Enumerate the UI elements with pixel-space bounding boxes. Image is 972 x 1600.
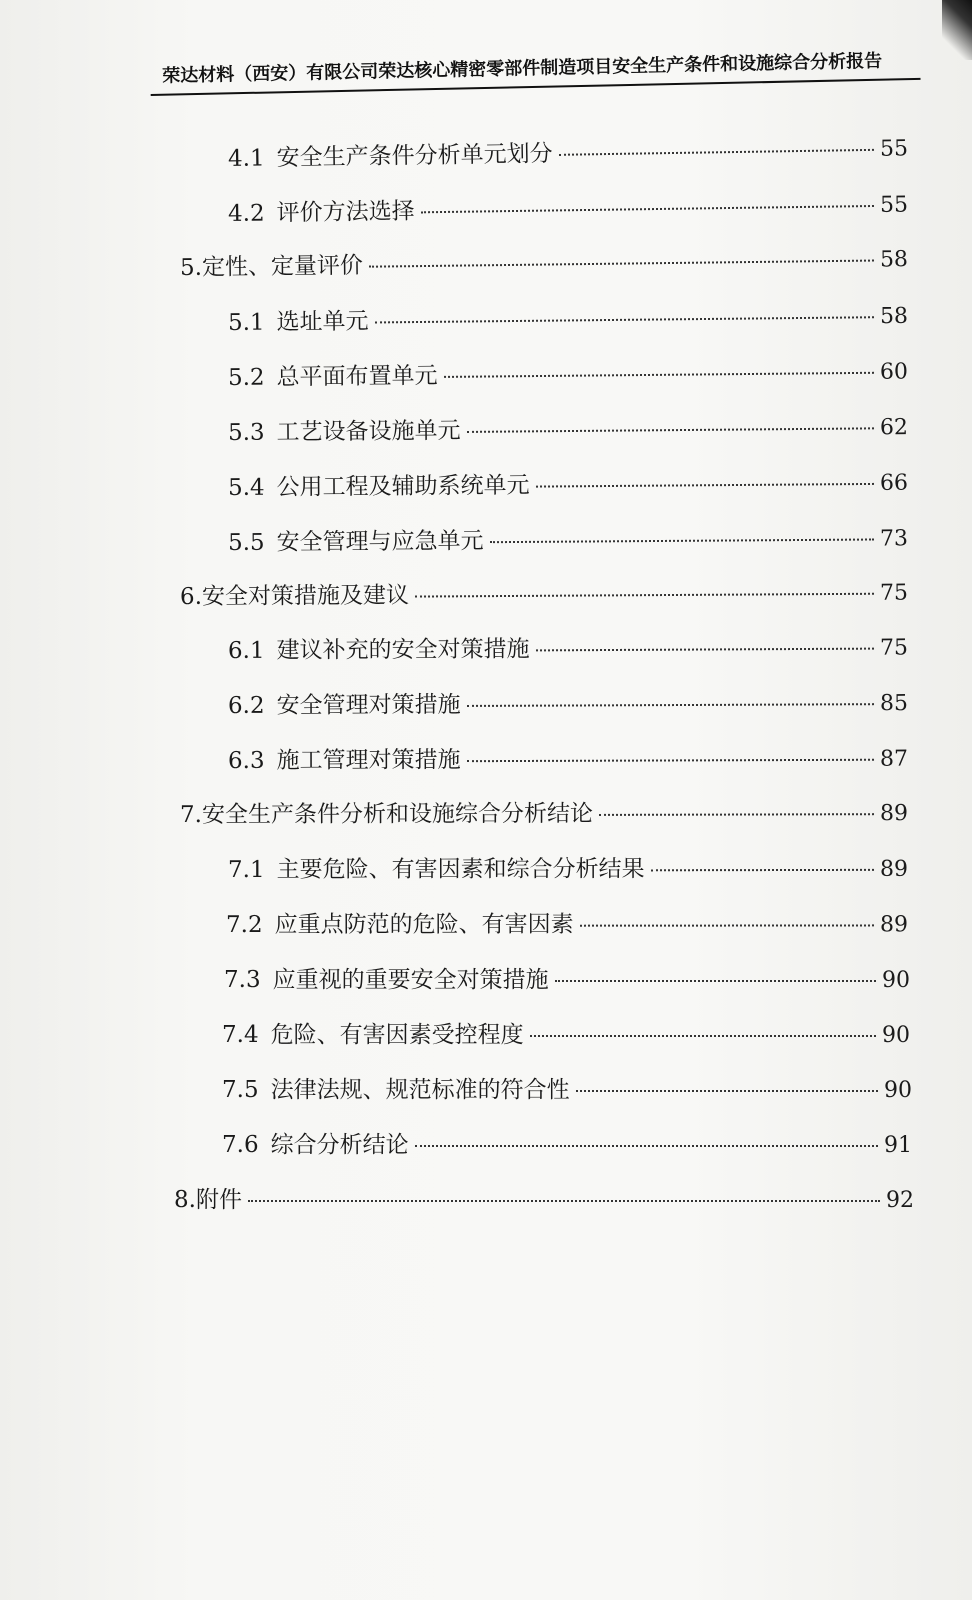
toc-entry[interactable] — [180, 574, 908, 611]
toc-entry-number: 7.6 — [222, 1132, 259, 1158]
toc-entry-title: 安全对策措施及建议 — [201, 582, 410, 610]
toc-entry-page: 90 — [884, 1078, 912, 1103]
toc-leader-dots — [467, 703, 874, 707]
toc-entry-title: 主要危险、有害因素和综合分析结果 — [276, 856, 645, 883]
toc-entry-page: 89 — [879, 912, 909, 938]
toc-entry[interactable] — [228, 850, 908, 884]
toc-entry-page: 87 — [879, 746, 909, 772]
toc-entry-number: 5.2 — [227, 364, 265, 391]
toc-entry-page: 58 — [879, 303, 909, 330]
toc-leader-dots — [490, 538, 874, 543]
toc-entry-title: 评价方法选择 — [276, 198, 415, 227]
toc-entry-page: 55 — [879, 192, 909, 218]
toc-entry[interactable] — [180, 794, 908, 829]
toc-entry-number: 6.2 — [227, 692, 265, 719]
toc-entry-title: 施工管理对策措施 — [276, 747, 461, 774]
toc-entry[interactable] — [228, 519, 908, 557]
toc-entry[interactable] — [228, 297, 908, 337]
toc-leader-dots — [444, 372, 874, 378]
toc-leader-dots — [599, 813, 874, 816]
toc-entry-number: 7.5 — [222, 1077, 259, 1103]
toc-entry[interactable] — [226, 905, 908, 939]
toc-entry[interactable] — [222, 1071, 912, 1104]
toc-entry[interactable] — [222, 1126, 912, 1159]
toc-entry[interactable] — [228, 352, 908, 392]
toc-entry-number: 5.1 — [227, 309, 265, 336]
toc-entry[interactable] — [228, 464, 908, 502]
toc-leader-dots — [467, 759, 874, 762]
toc-entry-number: 7.3 — [224, 967, 261, 993]
toc-entry-page: 60 — [879, 359, 909, 385]
toc-entry-number: 4.2 — [227, 200, 265, 227]
toc-entry-title: 附件 — [195, 1187, 242, 1213]
toc-leader-dots — [530, 1035, 876, 1037]
toc-entry-number: 6.3 — [227, 747, 265, 774]
toc-entry-page: 62 — [879, 415, 909, 441]
toc-entry-page: 58 — [879, 247, 909, 273]
toc-entry[interactable] — [228, 408, 908, 447]
toc-entry-title: 总平面布置单元 — [276, 362, 438, 391]
toc-entry-page: 92 — [886, 1188, 914, 1213]
toc-leader-dots — [248, 1200, 880, 1202]
toc-entry-page: 90 — [882, 968, 910, 993]
toc-leader-dots — [369, 260, 874, 268]
toc-entry-page: 66 — [879, 470, 909, 496]
toc-entry-title: 应重视的重要安全对策措施 — [272, 967, 549, 993]
toc-entry-page: 89 — [879, 801, 909, 827]
toc-entry-number: 7.2 — [225, 911, 263, 938]
toc-entry-number: 5. — [179, 254, 203, 281]
toc-entry-number: 5.3 — [227, 419, 265, 446]
toc-entry-page: 73 — [879, 526, 909, 552]
toc-entry[interactable] — [228, 186, 908, 228]
toc-entry-page: 75 — [879, 580, 909, 606]
toc-entry-number: 5.4 — [227, 474, 265, 501]
toc-entry-page: 90 — [882, 1023, 910, 1048]
toc-entry[interactable] — [224, 961, 910, 994]
toc-entry-title: 法律法规、规范标准的符合性 — [270, 1077, 570, 1103]
toc-entry-title: 定性、定量评价 — [201, 252, 364, 281]
toc-entry-title: 安全生产条件分析单元划分 — [276, 140, 553, 172]
toc-entry-title: 安全管理与应急单元 — [276, 528, 484, 556]
toc-entry-page: 91 — [884, 1133, 912, 1158]
toc-entry[interactable] — [222, 1016, 910, 1049]
toc-entry-title: 安全生产条件分析和设施综合分析结论 — [201, 800, 593, 828]
toc-entry-title: 综合分析结论 — [270, 1132, 409, 1158]
toc-entry-title: 工艺设备设施单元 — [276, 417, 461, 446]
toc-entry-page: 75 — [879, 635, 909, 661]
toc-entry[interactable] — [228, 684, 908, 720]
toc-leader-dots — [415, 1145, 878, 1147]
toc-leader-dots — [651, 869, 874, 871]
toc-entry[interactable] — [228, 628, 908, 665]
toc-leader-dots — [536, 483, 874, 488]
toc-entry-number: 7. — [179, 801, 202, 828]
toc-entry-title: 选址单元 — [276, 308, 369, 336]
header-title: 荣达材料（西安）有限公司荣达核心精密零部件制造项目安全生产条件和设施综合分析报告 — [162, 50, 883, 87]
toc-leader-dots — [421, 205, 874, 213]
toc-leader-dots — [415, 593, 874, 598]
toc-entry-number: 6. — [179, 583, 203, 610]
toc-entry-number: 5.5 — [227, 529, 265, 556]
toc-entry[interactable] — [228, 129, 908, 173]
toc-entry-number: 6.1 — [227, 637, 265, 664]
toc-leader-dots — [580, 924, 874, 926]
toc-leader-dots — [375, 316, 874, 323]
toc-entry[interactable] — [180, 240, 908, 282]
toc-leader-dots — [555, 980, 876, 982]
toc-entry-number: 8. — [174, 1187, 196, 1213]
toc-entry-page: 89 — [879, 856, 909, 882]
toc-entry[interactable] — [174, 1181, 914, 1214]
toc-leader-dots — [576, 1090, 878, 1092]
toc-leader-dots — [536, 648, 874, 652]
toc-entry-number: 7.1 — [227, 856, 265, 883]
toc-entry-page: 85 — [879, 691, 909, 717]
toc-entry-title: 安全管理对策措施 — [276, 691, 461, 719]
toc-entry-title: 危险、有害因素受控程度 — [270, 1022, 524, 1048]
toc-entry-page: 55 — [879, 136, 909, 162]
toc-entry[interactable] — [228, 740, 908, 775]
toc-entry-title: 建议补充的安全对策措施 — [276, 636, 530, 664]
toc-leader-dots — [467, 427, 874, 433]
toc-entry-title: 公用工程及辅助系统单元 — [276, 472, 530, 501]
toc-entry-number: 4.1 — [227, 145, 265, 172]
toc-entry-title: 应重点防范的危险、有害因素 — [274, 911, 574, 938]
toc-entry-number: 7.4 — [222, 1022, 259, 1048]
toc-leader-dots — [559, 149, 874, 156]
